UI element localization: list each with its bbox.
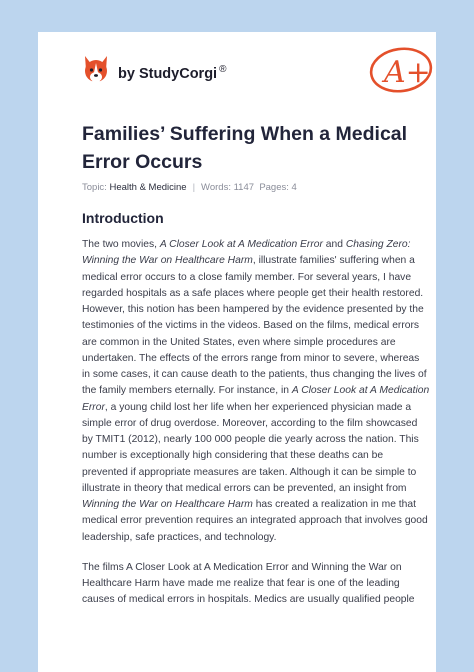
word-count: Words: 1147 bbox=[201, 182, 255, 193]
page-count: Pages: 4 bbox=[259, 182, 297, 193]
brand-name: by StudyCorgi ® bbox=[118, 64, 227, 82]
paragraph: The two movies, A Closer Look at A Medication Error and Chasing Zero: Winning the War on Healthcare Harm, illustrate families' suffering when a medical error occurs to a close family member. For several years, I have regarded hospitals as a safe places where people get their health restored. However, this notion has been hampered by the evidence presented by the testimonies of the victims in the videos. Based on the films, medical errors are common in the United States, even where simple procedures are undertaken. The effects of the errors range from minor to severe, whereas in some cases, it can cause death to the patients, thus changing the lives of the family members eternally. For instance, in A Closer Look at A Medication Error, a young child lost her life when her experienced physician made a simple error of drug overdose. Moreover, according to the film showcased by TMIT1 (2012), nearly 100 000 people die yearly across the nation. This number is exceptionally high considering that these deaths can be prevented if appropriate measures are taken. Although it can be simple to illustrate in theory that medical errors can be prevented, an insight from Winning the War on Healthcare Harm has created a realization in me that medical error prevention requires an integrated approach that involves good leadership, safe practices, and technology. bbox=[82, 239, 430, 543]
corgi-icon bbox=[82, 54, 110, 84]
svg-text:A+: A+ bbox=[384, 55, 431, 90]
essay-body bbox=[82, 237, 430, 623]
section-heading: Introduction bbox=[82, 210, 164, 226]
essay-meta: Topic: Health & Medicine | Words: 1147 Pages: 4 bbox=[82, 182, 297, 193]
document-page bbox=[38, 32, 436, 672]
topic-link[interactable]: Health & Medicine bbox=[109, 182, 187, 193]
paragraph: The films A Closer Look at A Medication Error and Winning the War on Healthcare Harm have made me realize that fear is one of the leading causes of medical errors in hospitals. Medics are usually qualified people bbox=[82, 561, 415, 606]
page-title: Families’ Suffering When a Medical Error Occurs bbox=[82, 123, 408, 173]
a-plus-grade-icon bbox=[366, 44, 436, 94]
